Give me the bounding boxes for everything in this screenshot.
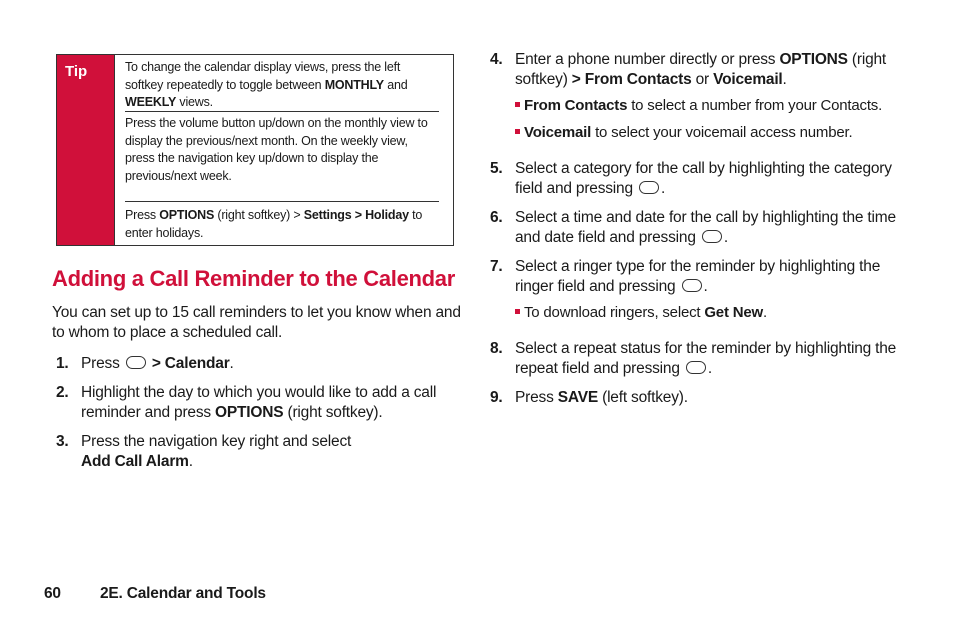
text: (right softkey) — [515, 51, 887, 88]
text-bold: SAVE — [557, 389, 598, 406]
step-text — [515, 257, 900, 330]
step-text — [81, 354, 456, 374]
step-7 — [490, 257, 900, 330]
text: Enter a phone number directly or press — [515, 51, 780, 68]
text: To download ringers, select — [524, 304, 705, 321]
tip-text: to enter holidays. — [125, 208, 423, 240]
menu-key-icon — [702, 230, 722, 243]
step-4 — [490, 50, 900, 150]
step-number: 2. — [56, 384, 69, 401]
step-2 — [56, 383, 456, 423]
step-text — [515, 388, 900, 408]
step-number: 9. — [490, 389, 503, 406]
tip-bold: WEEKLY — [125, 95, 177, 109]
text: . — [229, 355, 234, 372]
bullet-icon — [515, 102, 520, 107]
text: to select your voicemail access number. — [591, 124, 853, 141]
text-bold: > Calendar — [147, 355, 230, 372]
text: . — [188, 453, 193, 470]
text-bold: Get New — [704, 304, 763, 321]
page-number: 60 — [44, 585, 61, 602]
step-text — [515, 339, 900, 379]
step-8 — [490, 339, 900, 379]
steps-list-right — [490, 50, 900, 417]
section-title: 2E. Calendar and Tools — [100, 585, 266, 602]
bullet-icon — [515, 309, 520, 314]
text: or — [691, 71, 714, 88]
text: . — [707, 360, 712, 377]
tip-body — [115, 55, 453, 245]
text: Select a ringer type for the reminder by highlighting the ringer field and pressing — [515, 258, 881, 295]
tip-bold: Settings > Holiday — [303, 208, 409, 222]
step-number: 8. — [490, 340, 503, 357]
tip-paragraph-2: Press the volume button up/down on the monthly view to display the previous/next month. On the weekly view, press the navigation key up/down to display the previous/next week. — [125, 111, 439, 201]
step-number: 7. — [490, 258, 503, 275]
step-number: 3. — [56, 433, 69, 450]
text: Select a category for the call by highlighting the category field and pressing — [515, 160, 892, 197]
tip-bold: MONTHLY — [324, 77, 384, 92]
text: Highlight the day to which you would like to add a call reminder and press — [81, 384, 437, 421]
step-6 — [490, 208, 900, 248]
tip-text: views. — [176, 95, 213, 109]
tip-paragraph-3 — [125, 201, 439, 246]
tip-label: Tip — [57, 55, 115, 245]
text-bold: OPTIONS — [215, 404, 284, 421]
step-text — [515, 208, 900, 248]
step-number: 4. — [490, 51, 503, 68]
intro-paragraph: You can set up to 15 call reminders to let you know when and to whom to place a scheduled call. — [52, 304, 461, 341]
step-5 — [490, 159, 900, 199]
sub-bullet-get-new — [515, 303, 900, 323]
page-footer — [44, 585, 266, 603]
step-text — [515, 159, 900, 199]
text: Press — [515, 389, 558, 406]
tip-text: To change the calendar display views, press the left softkey repeatedly to toggle between — [125, 60, 401, 92]
tip-text: (right softkey) > — [214, 208, 304, 222]
text: . — [703, 278, 708, 295]
steps-list-left — [56, 354, 456, 481]
text: Select a time and date for the call by highlighting the time and date field and pressing — [515, 209, 896, 246]
step-1 — [56, 354, 456, 374]
text: . — [782, 71, 787, 88]
bullet-icon — [515, 129, 520, 134]
step-text — [515, 50, 900, 150]
text-bold: OPTIONS — [779, 51, 848, 68]
menu-key-icon — [686, 361, 706, 374]
text: . — [762, 304, 767, 321]
step-9 — [490, 388, 900, 408]
tip-paragraph-1 — [125, 55, 439, 111]
text-bold: Voicemail — [524, 124, 592, 141]
sub-bullet-from-contacts — [515, 96, 900, 116]
text-bold: Voicemail — [713, 71, 783, 88]
tip-box — [56, 54, 454, 246]
text: (right softkey). — [283, 404, 383, 421]
text-bold: From Contacts — [524, 97, 628, 114]
text-bold: > From Contacts — [571, 71, 692, 88]
menu-key-icon — [126, 356, 146, 369]
text: (left softkey). — [598, 389, 688, 406]
sub-bullet-voicemail — [515, 123, 900, 143]
text: Select a repeat status for the reminder by highlighting the repeat field and pressing — [515, 340, 897, 377]
step-number: 1. — [56, 355, 69, 372]
tip-bold: OPTIONS — [159, 208, 215, 222]
text: . — [723, 229, 728, 246]
step-number: 5. — [490, 160, 503, 177]
text: Press — [81, 355, 124, 372]
menu-key-icon — [682, 279, 702, 292]
text-bold: Add Call Alarm — [81, 453, 189, 470]
step-3 — [56, 432, 456, 472]
step-text — [81, 383, 456, 423]
text: Press the navigation key right and select — [81, 433, 352, 450]
section-heading: Adding a Call Reminder to the Calendar — [52, 266, 455, 291]
menu-key-icon — [639, 181, 659, 194]
step-text — [81, 432, 456, 472]
text: . — [661, 180, 666, 197]
text: to select a number from your Contacts. — [627, 97, 883, 114]
tip-text: and — [383, 77, 408, 92]
tip-text: Press — [125, 208, 160, 222]
step-number: 6. — [490, 209, 503, 226]
